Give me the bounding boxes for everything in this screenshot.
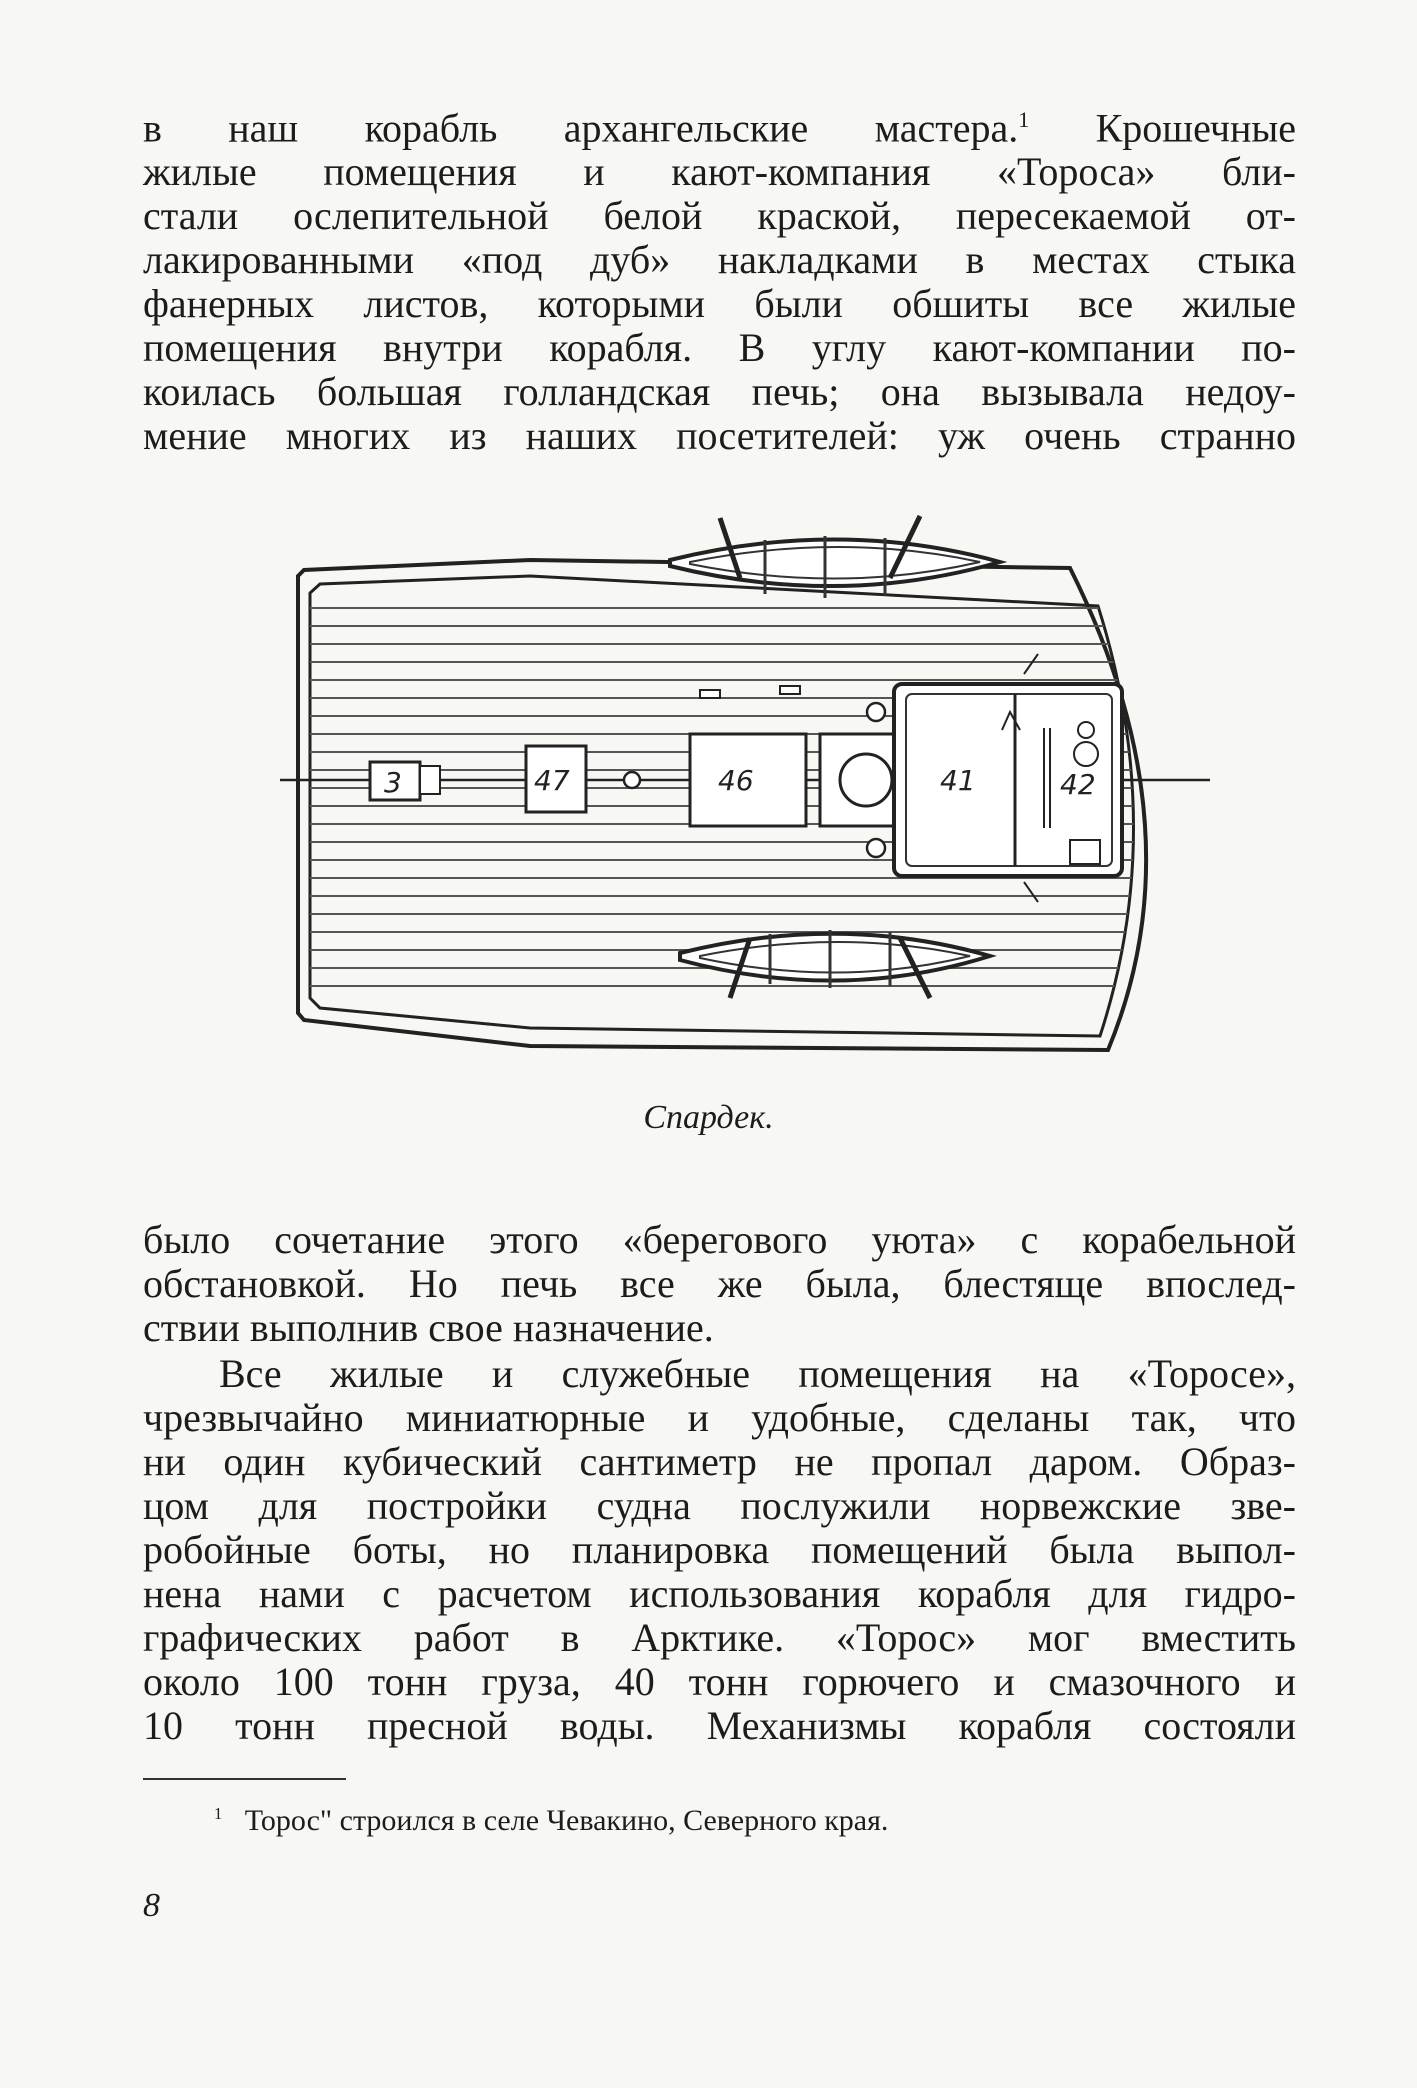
text-line: нена нами с расчетом использования корабля для гидро- bbox=[143, 1571, 1296, 1616]
text-line: робойные боты, но планировка помещений была выпол- bbox=[143, 1527, 1296, 1572]
paragraph-1 bbox=[143, 98, 1296, 458]
footnote-divider bbox=[143, 1778, 346, 1780]
text-line: Все жилые и служебные помещения на «Торосе», bbox=[219, 1351, 1296, 1396]
paragraph-3 bbox=[143, 1352, 1296, 1748]
text-line: чрезвычайно миниатюрные и удобные, сделаны так, что bbox=[143, 1395, 1296, 1440]
text-line: цом для постройки судна послужили норвежские зве- bbox=[143, 1483, 1296, 1528]
lifeboat-bottom bbox=[680, 930, 990, 998]
paragraph-2 bbox=[143, 1218, 1296, 1350]
text-line: лакированными «под дуб» накладками в местах стыка bbox=[143, 237, 1296, 283]
deck-item-47 bbox=[526, 746, 586, 812]
text-line: графических работ в Арктике. «Торос» мог вместить bbox=[143, 1615, 1296, 1660]
label-41: 41 bbox=[940, 764, 976, 797]
spardek-deck-plan bbox=[280, 498, 1230, 1078]
text-line: мение многих из наших посетителей: уж очень странно bbox=[143, 413, 1296, 459]
text-line: стали ослепительной белой краской, пересекаемой от- bbox=[143, 193, 1296, 239]
text-line: было сочетание этого «берегового уюта» с корабельной bbox=[143, 1217, 1296, 1262]
page-number: 8 bbox=[143, 1887, 160, 1924]
text-line: фанерных листов, которыми были обшиты все жилые bbox=[143, 281, 1296, 327]
deck-item-3 bbox=[370, 762, 440, 800]
text-line: помещения внутри корабля. В углу кают-компании по- bbox=[143, 325, 1296, 371]
label-3: 3 bbox=[384, 766, 402, 799]
figure-caption: Спардек. bbox=[643, 1099, 774, 1136]
text-line: жилые помещения и кают-компания «Тороса» бли- bbox=[143, 149, 1296, 195]
label-46: 46 bbox=[718, 764, 754, 797]
text-line: ствии выполнив свое назначение. bbox=[143, 1305, 714, 1350]
text-line: в наш корабль архангельские мастера.$^1$ Крошечные bbox=[143, 105, 1296, 151]
text-line: коилась большая голландская печь; она вызывала недоу- bbox=[143, 369, 1296, 415]
footnote-text: Торос" строился в селе Чевакино, Северного края. bbox=[244, 1804, 889, 1837]
footnote-marker: 1 bbox=[1018, 107, 1030, 132]
text-line: около 100 тонн груза, 40 тонн горючего и смазочного и bbox=[143, 1659, 1296, 1704]
label-42: 42 bbox=[1060, 768, 1096, 801]
text-line: обстановкой. Но печь все же была, блестяще впослед- bbox=[143, 1261, 1296, 1306]
deckhouse-41-42 bbox=[894, 654, 1122, 902]
text-line: 10 тонн пресной воды. Механизмы корабля состояли bbox=[143, 1703, 1296, 1748]
footnote-number: 1 bbox=[214, 1804, 223, 1823]
footnote bbox=[214, 1804, 888, 1838]
label-47: 47 bbox=[534, 764, 570, 797]
text-line: ни один кубический сантиметр не пропал даром. Образ- bbox=[143, 1439, 1296, 1484]
deck-item-46 bbox=[690, 734, 806, 826]
